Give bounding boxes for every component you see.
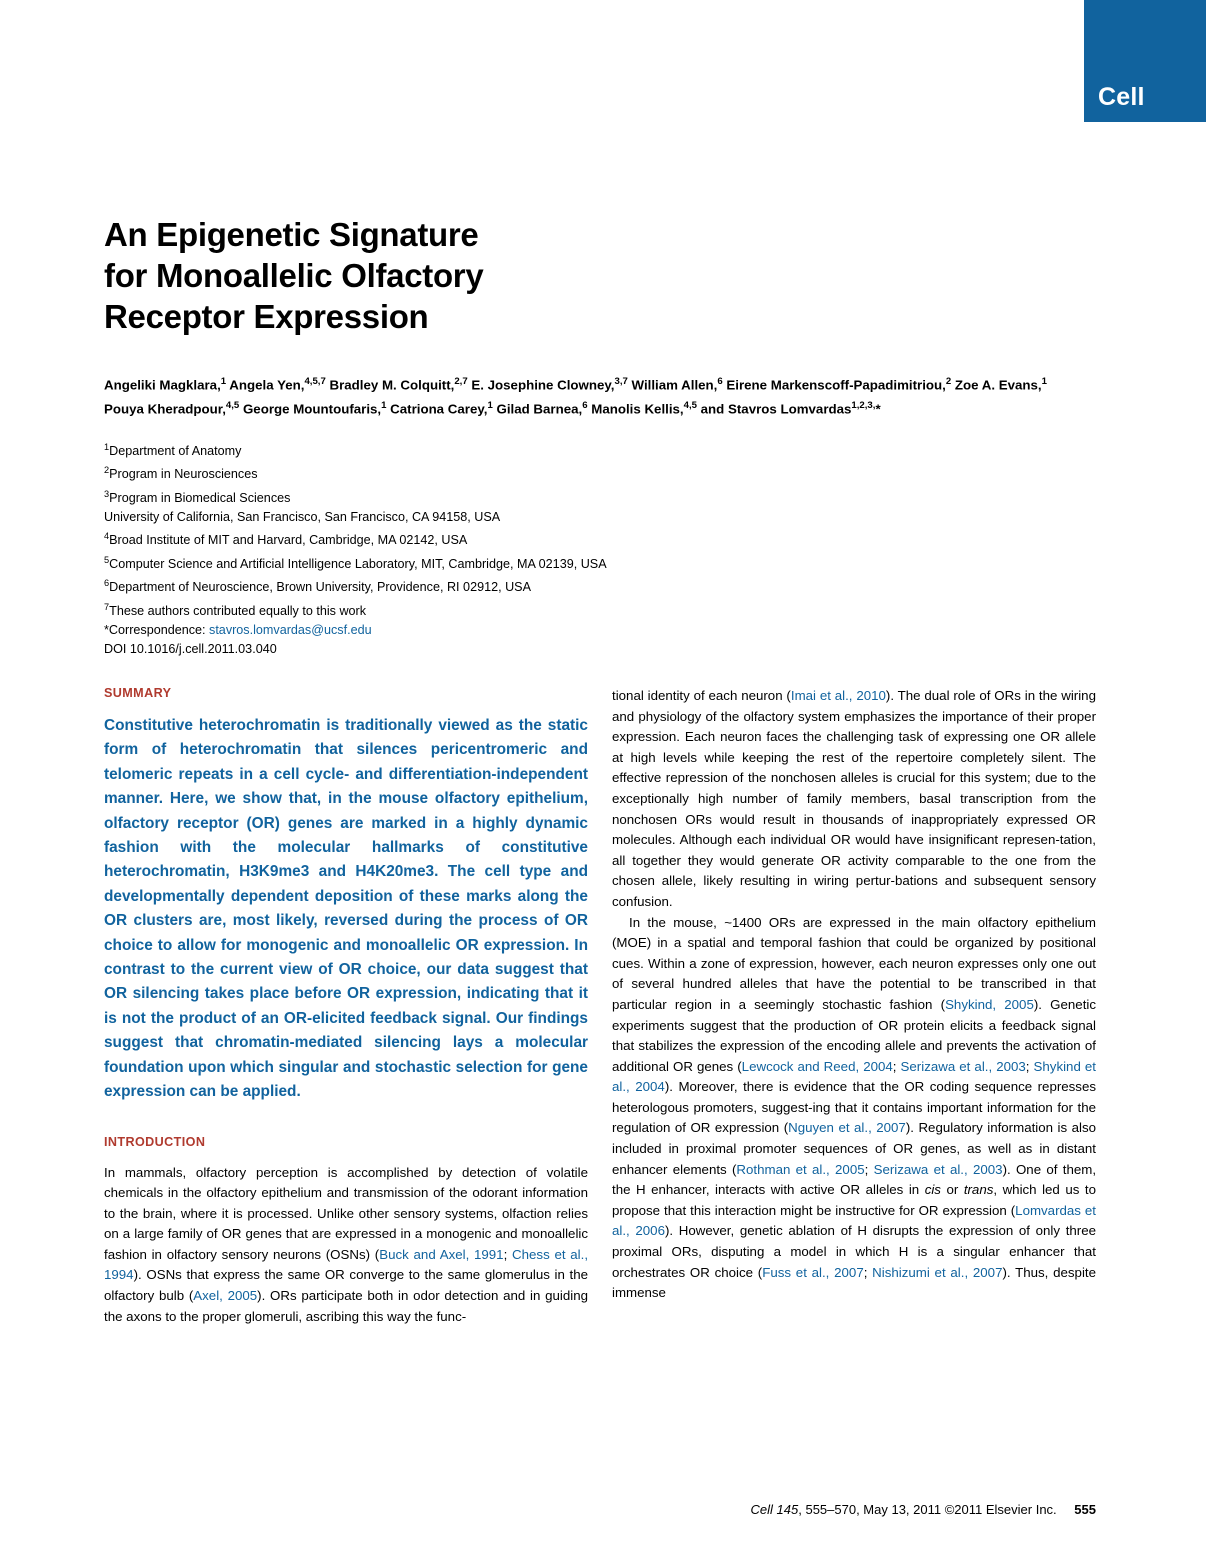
page-footer: [104, 1502, 1096, 1517]
column-right: [612, 686, 1096, 1304]
footer-citation: Cell 145, 555–570, May 13, 2011 ©2011 Elsevier Inc.: [750, 1502, 1057, 1517]
footer-page-number: 555: [1074, 1502, 1096, 1517]
title-line-3: Receptor Expression: [104, 298, 429, 336]
journal-name: Cell: [1098, 83, 1145, 111]
title-line-2: for Monoallelic Olfactory: [104, 257, 484, 295]
column-left: [104, 686, 588, 1327]
author-list: Angeliki Magklara,$^1$ Angela Yen,$^{4,5,7}$ Bradley M. Colquitt,$^{2,7}$ E. Josephine Clowney,$^{3,7}$ William Allen,$^6$ Eirene Markenscoff-Papadimitriou,$^2$ Zoe A. Evans,$^1$ Pouya Kheradpour,$^{4,5}$ George Mountoufaris,$^1$ Catriona Carey,$^1$ Gilad Barnea,$^6$ Manolis Kellis,$^{4,5}$ and Stavros Lomvardas$^{1,2,3,}$*: [104, 376, 1047, 417]
page-title: [104, 214, 724, 337]
affiliations-block: $^1$Department of Anatomy $^2$Program in Neurosciences $^3$Program in Biomedical Sciences University of California, San Francisco, San Francisco, CA 94158, USA $^4$Broad Institute of MIT and Harvard, Cambridge, MA 02142, USA $^5$Computer Science and Artificial Intelligence Laboratory, MIT, Cambridge, MA 02139, USA $^6$Department of Neuroscience, Brown University, Providence, RI 02912, USA $^7$These authors contributed equally to this work *Correspondence: stavros.lomvardas@ucsf.edu DOI 10.1016/j.cell.2011.03.040: [104, 442, 607, 657]
summary-heading: SUMMARY: [104, 686, 172, 700]
summary-text: Constitutive heterochromatin is traditionally viewed as the static form of heterochromatin that silences pericentromeric and telomeric repeats in a cell cycle- and differentiation-independent manner. Here, we show that, in the mouse olfactory epithelium, olfactory receptor (OR) genes are marked in a highly dynamic fashion with the molecular hallmarks of constitutive heterochromatin, H3K9me3 and H4K20me3. The cell type and developmentally dependent deposition of these marks along the OR clusters are, most likely, reversed during the process of OR choice to allow for monogenic and monoallelic OR expression. In contrast to the current view of OR choice, our data suggest that OR silencing takes place before OR expression, indicating that it is not the product of an OR-elicited feedback signal. Our findings suggest that chromatin-mediated silencing lays a molecular foundation upon which singular and stochastic selection for gene expression can be applied.: [104, 717, 588, 1101]
intro-paragraph: In mammals, olfactory perception is accomplished by detection of volatile chemicals in the olfactory epithelium and transmission of the odorant information to the brain, where it is processed. Unlike other sensory systems, olfaction relies on a large family of OR genes that are expressed in a monogenic and monoallelic fashion in olfactory sensory neurons (OSNs) (Buck and Axel, 1991; Chess et al., 1994). OSNs that express the same OR converge to the same glomerulus in the olfactory bulb (Axel, 2005). ORs participate both in odor detection and in guiding the axons to the proper glomeruli, ascribing this way the func-: [104, 1164, 589, 1324]
article-page: [104, 0, 1104, 1566]
title-line-1: An Epigenetic Signature: [104, 216, 479, 254]
introduction-heading: INTRODUCTION: [104, 1134, 206, 1149]
body-paragraph-1: tional identity of each neuron (Imai et al., 2010). The dual role of ORs in the wiring and physiology of the olfactory system emphasizes the importance of their proper expression. Each neuron faces the challenging task of expressing one OR allele at high levels while keeping the rest of the repertoire completely silent. The effective repression of the nonchosen alleles is crucial for this system; due to the exceptionally high number of family members, basal transcription from the nonchosen ORs would result in thousands of inappropriately expressed OR molecules. Although each individual OR would have insignificant represen-tation, all together they would generate OR activity comparable to the one from the chosen allele, likely resulting in wiring pertur-bations and subsequent sensory confusion.: [612, 688, 1096, 909]
body-paragraph-2: In the mouse, ~1400 ORs are expressed in the main olfactory epithelium (MOE) in a spatial and temporal fashion that could be organized by positional cues. Within a zone of expression, however, each neuron expresses only one out of several hundred alleles that have the potential to be transcribed in that particular region in a seemingly stochastic fashion (Shykind, 2005). Genetic experiments suggest that the production of OR protein elicits a feedback signal that stabilizes the expression of the encoding allele and prevents the activation of additional OR genes (Lewcock and Reed, 2004; Serizawa et al., 2003; Shykind et al., 2004). Moreover, there is evidence that the OR coding sequence represses heterologous promoters, suggest-ing that it contains important information for the regulation of OR expression (Nguyen et al., 2007). Regulatory information is also included in proximal promoter sequences of OR genes, as well as in distant enhancer elements (Rothman et al., 2005; Serizawa et al., 2003). One of them, the H enhancer, interacts with active OR alleles in cis or trans, which led us to propose that this interaction might be instructive for OR expression (Lomvardas et al., 2006). However, genetic ablation of H disrupts the expression of only three proximal ORs, disputing a model in which H is a singular enhancer that orchestrates OR choice (Fuss et al., 2007; Nishizumi et al., 2007). Thus, despite immense: [612, 914, 1097, 1301]
